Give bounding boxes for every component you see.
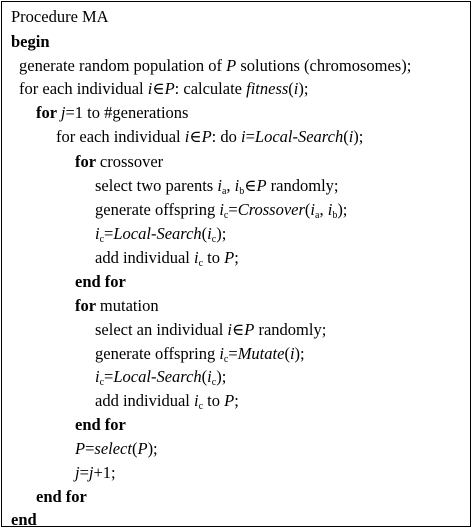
code-text: mutation <box>99 296 159 315</box>
code-text: i <box>207 367 212 386</box>
code-text: add individual <box>95 248 194 267</box>
code-line <box>95 200 347 220</box>
code-line <box>75 415 126 435</box>
code-text: i <box>219 200 224 219</box>
keyword: begin <box>11 32 50 51</box>
code-text: ∈ <box>189 127 202 146</box>
code-text: , <box>319 200 328 219</box>
code-text: = <box>245 127 255 146</box>
code-text: i <box>207 224 212 243</box>
code-text: Local-Search <box>254 127 344 146</box>
code-line <box>19 79 308 99</box>
code-text: ); <box>337 200 348 219</box>
code-text: i <box>95 224 100 243</box>
code-text: ); <box>216 224 227 243</box>
code-text: select two parents <box>95 176 218 195</box>
algorithm-box <box>1 1 471 527</box>
code-text: i <box>193 248 199 267</box>
code-text: ( <box>131 439 138 458</box>
code-text: ( <box>288 79 294 98</box>
code-text: i <box>147 79 153 98</box>
code-text: ( <box>284 344 290 363</box>
code-text: i <box>193 391 199 410</box>
keyword: end for <box>75 272 126 291</box>
keyword: end for <box>36 487 87 506</box>
code-text: j <box>60 103 66 122</box>
code-text: i <box>217 176 222 195</box>
code-text: = <box>104 224 114 243</box>
code-text: i <box>227 320 233 339</box>
code-text: = <box>79 463 89 482</box>
code-line <box>95 176 339 196</box>
code-text: Mutate <box>237 344 285 363</box>
code-text: ); <box>353 127 364 146</box>
code-text: P <box>164 79 175 98</box>
code-text: Local-Search <box>113 367 202 386</box>
code-line <box>75 152 163 172</box>
code-text: ( <box>201 367 208 386</box>
code-line <box>19 56 411 76</box>
code-text: crossover <box>99 152 164 171</box>
subscript: a <box>315 210 320 221</box>
code-text: ; <box>234 248 239 267</box>
code-text: P <box>226 56 237 75</box>
code-text: ( <box>201 224 208 243</box>
code-text: ∈ <box>232 320 245 339</box>
code-text: ); <box>294 344 305 363</box>
keyword: end <box>11 510 37 529</box>
code-line <box>11 32 50 52</box>
code-text: generate offspring <box>95 344 220 363</box>
code-text: i <box>310 200 316 219</box>
code-text: = <box>104 367 114 386</box>
code-text: randomly; <box>254 320 327 339</box>
code-text: j <box>75 463 80 482</box>
code-text: for each individual <box>56 127 185 146</box>
code-text: =1 to #generations <box>65 103 189 122</box>
code-line <box>95 320 326 340</box>
keyword: for <box>75 296 100 315</box>
subscript: a <box>221 186 227 197</box>
code-text: Procedure MA <box>11 7 109 26</box>
code-line <box>75 296 159 316</box>
code-line <box>75 439 158 459</box>
code-text: P <box>224 248 235 267</box>
code-text: +1; <box>93 463 116 482</box>
code-text: P <box>137 439 148 458</box>
code-line <box>95 367 226 387</box>
code-line <box>56 127 363 147</box>
subscript: c <box>223 354 229 365</box>
code-text: ( <box>343 127 349 146</box>
code-line <box>36 103 188 123</box>
subscript: c <box>99 234 105 245</box>
code-text: ∈ <box>244 176 257 195</box>
code-line <box>11 7 109 27</box>
code-line <box>95 391 239 411</box>
subscript: c <box>198 258 204 269</box>
code-line <box>36 487 87 507</box>
code-text: ); <box>298 79 309 98</box>
subscript: c <box>211 234 217 245</box>
code-text: i <box>234 176 240 195</box>
code-text: i <box>327 200 333 219</box>
code-text: ( <box>304 200 311 219</box>
code-text: i <box>293 79 299 98</box>
code-text: generate offspring <box>95 200 220 219</box>
code-text: select an individual <box>95 320 228 339</box>
code-text: ); <box>147 439 158 458</box>
code-line <box>95 344 305 364</box>
keyword: for <box>36 103 61 122</box>
subscript: c <box>211 377 217 388</box>
code-text: solutions (chromosomes); <box>236 56 412 75</box>
code-line <box>11 510 37 530</box>
code-text: P <box>224 391 235 410</box>
code-text: i <box>95 367 100 386</box>
code-text: = <box>85 439 95 458</box>
code-line <box>75 463 116 483</box>
subscript: c <box>99 377 105 388</box>
code-text: : do <box>211 127 241 146</box>
code-text: , <box>226 176 235 195</box>
code-text: select <box>94 439 132 458</box>
subscript: c <box>198 401 204 412</box>
code-text: i <box>219 344 224 363</box>
code-text: to <box>203 248 225 267</box>
code-text: Local-Search <box>113 224 202 243</box>
code-text: : calculate <box>174 79 247 98</box>
subscript: b <box>332 210 338 221</box>
code-text: j <box>88 463 94 482</box>
code-text: randomly; <box>266 176 339 195</box>
code-text: P <box>75 439 86 458</box>
code-text: ); <box>216 367 227 386</box>
code-text: to <box>203 391 225 410</box>
code-line <box>75 272 126 292</box>
code-text: ; <box>234 391 239 410</box>
code-text: i <box>241 127 246 146</box>
subscript: b <box>239 186 245 197</box>
code-text: = <box>228 200 238 219</box>
code-line <box>95 224 226 244</box>
code-text: Crossover <box>237 200 305 219</box>
subscript: c <box>223 210 229 221</box>
code-text: ∈ <box>152 79 165 98</box>
keyword: for <box>75 152 100 171</box>
code-text: add individual <box>95 391 194 410</box>
code-text: P <box>201 127 212 146</box>
code-text: generate random population of <box>19 56 227 75</box>
code-text: i <box>289 344 295 363</box>
code-text: i <box>348 127 354 146</box>
code-text: for each individual <box>19 79 148 98</box>
code-text: P <box>256 176 267 195</box>
code-text: fitness <box>246 79 289 98</box>
code-text: = <box>228 344 238 363</box>
code-text: i <box>184 127 190 146</box>
code-text: P <box>244 320 255 339</box>
code-line <box>95 248 239 268</box>
keyword: end for <box>75 415 126 434</box>
